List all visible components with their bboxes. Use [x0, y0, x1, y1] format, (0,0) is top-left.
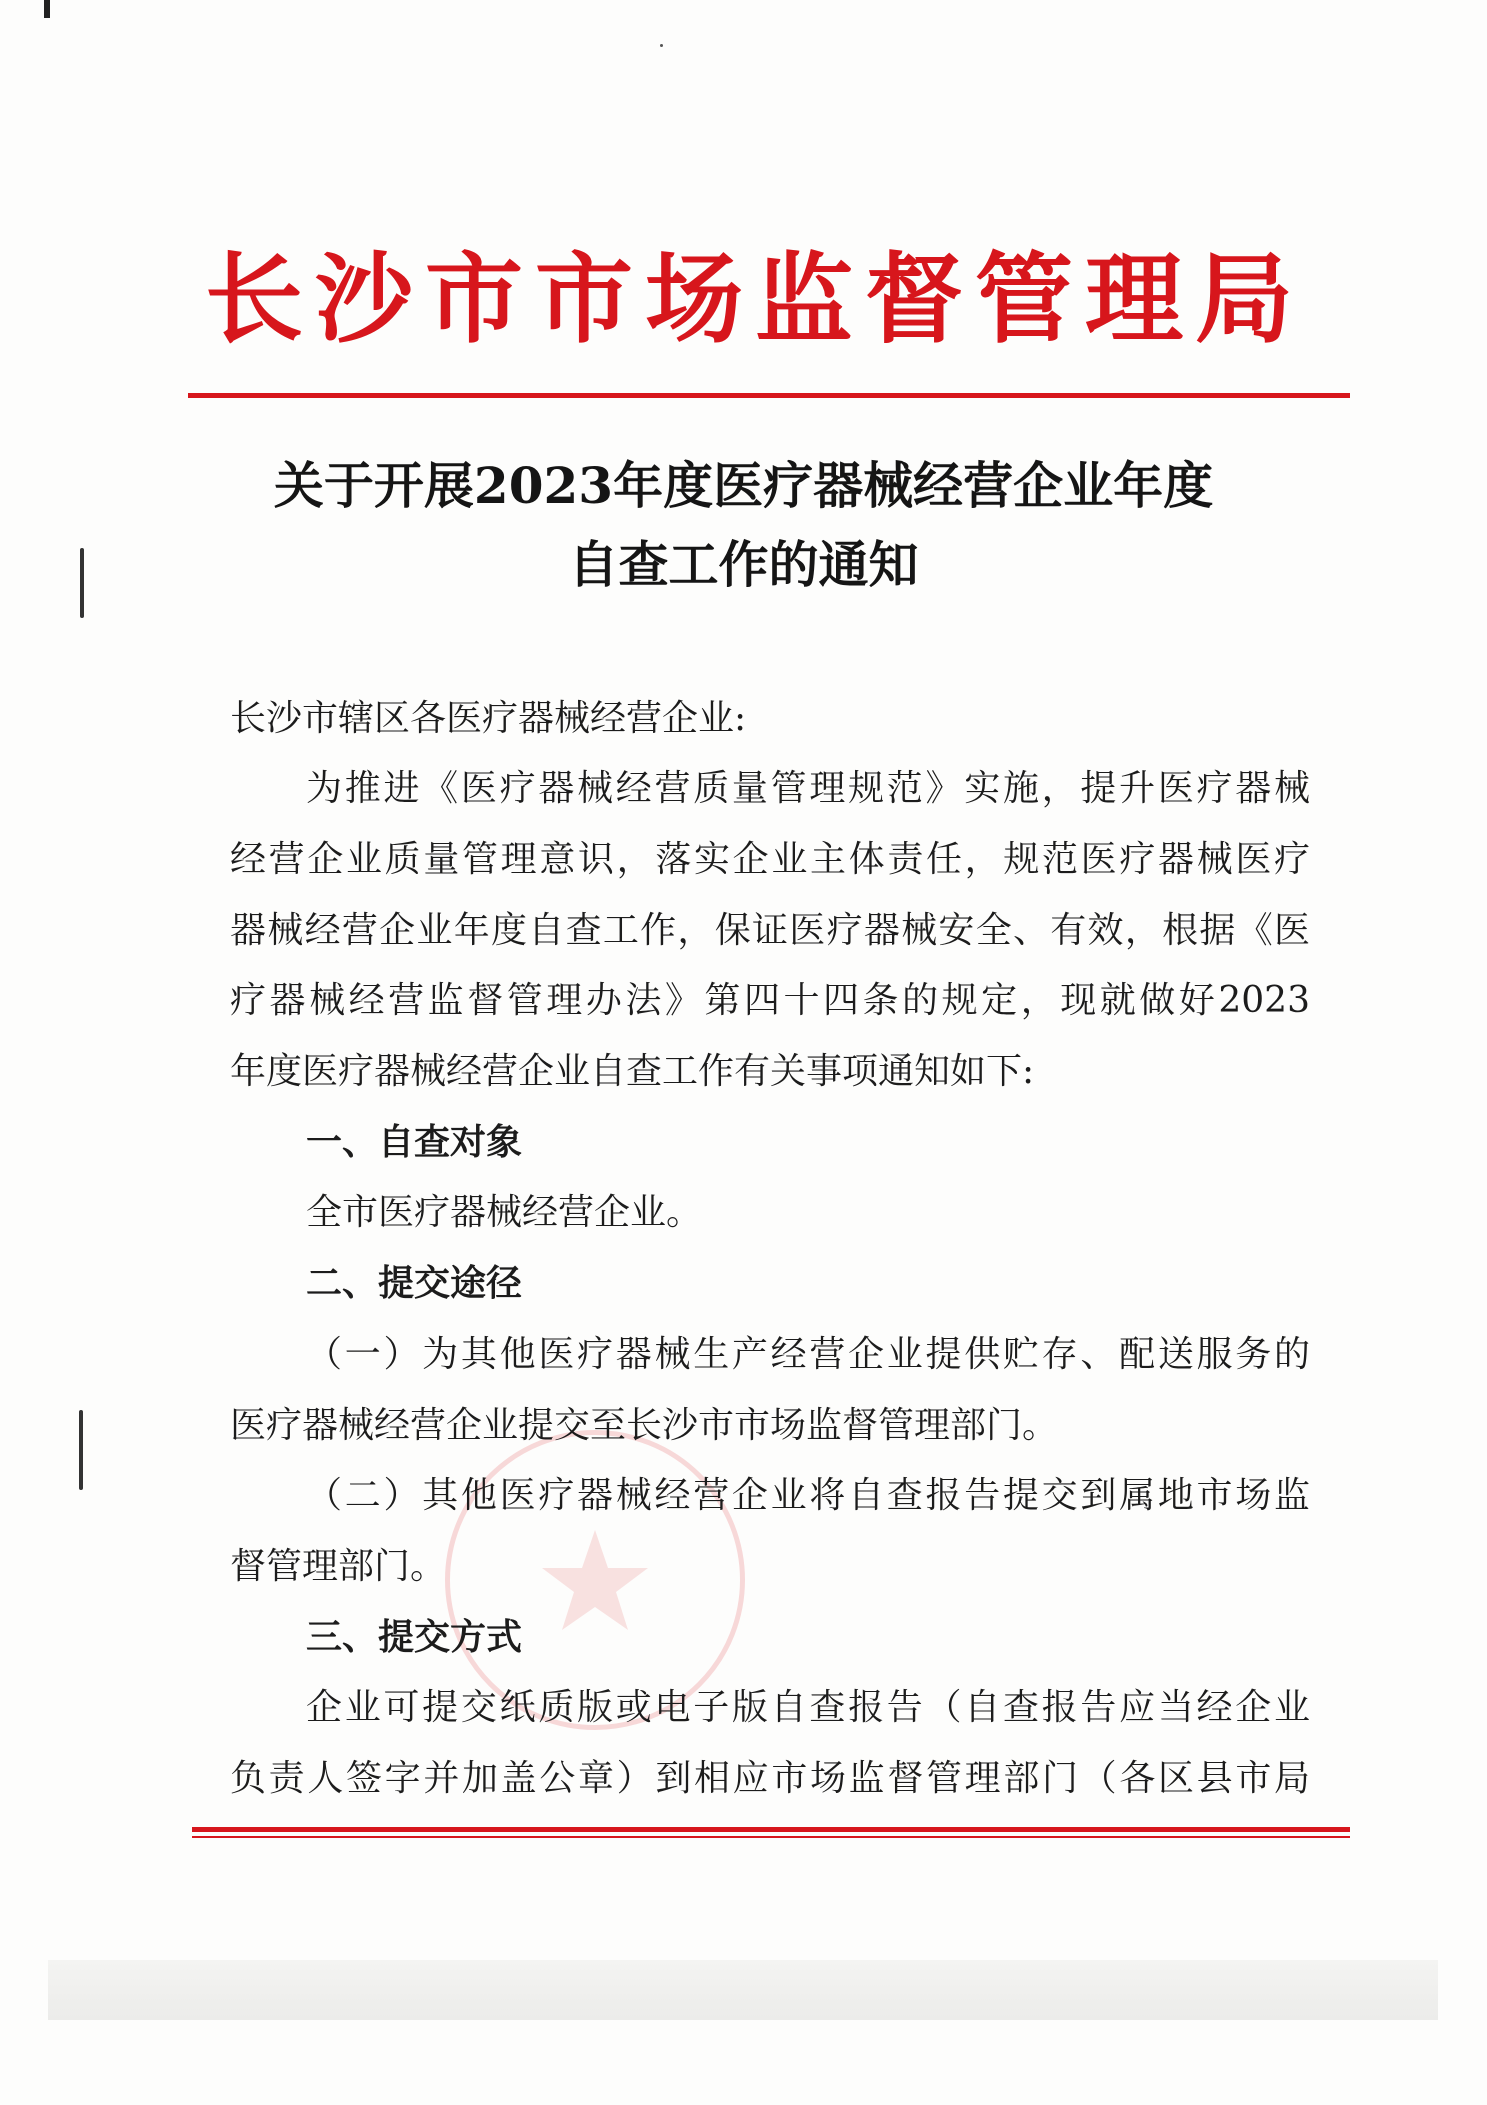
scan-corner-mark: [44, 0, 50, 18]
section-2-item-1-line-1: （一）为其他医疗器械生产经营企业提供贮存、配送服务的: [306, 1334, 1310, 1375]
scan-shadow: [48, 1960, 1438, 2020]
section-1-heading: 一、自查对象: [306, 1122, 523, 1163]
section-2-item-2-line-1: （二）其他医疗器械经营企业将自查报告提交到属地市场监: [306, 1475, 1310, 1516]
section-3-line-2: 负责人签字并加盖公章）到相应市场监督管理部门（各区县市局: [230, 1758, 1310, 1799]
intro-line-4: 疗器械经营监督管理办法》第四十四条的规定，现就做好2023: [230, 980, 1310, 1021]
section-2-item-1-line-2: 医疗器械经营企业提交至长沙市市场监督管理部门。: [230, 1405, 1059, 1446]
issuing-authority-header: 长沙市市场监督管理局: [204, 242, 1305, 357]
intro-line-2: 经营企业质量管理意识，落实企业主体责任，规范医疗器械医疗: [230, 839, 1310, 880]
scan-dust-dot: [660, 44, 663, 47]
intro-line-1: 为推进《医疗器械经营质量管理规范》实施，提升医疗器械: [306, 768, 1310, 809]
salutation: 长沙市辖区各医疗器械经营企业:: [230, 698, 747, 739]
section-3-line-1: 企业可提交纸质版或电子版自查报告（自查报告应当经企业: [306, 1687, 1310, 1728]
binding-hole-mark: [80, 548, 84, 618]
document-title-line-2: 自查工作的通知: [568, 535, 919, 594]
section-3-heading: 三、提交方式: [306, 1617, 523, 1658]
footer-red-rule-thin: [192, 1836, 1350, 1838]
intro-line-5: 年度医疗器械经营企业自查工作有关事项通知如下:: [230, 1051, 1035, 1092]
binding-hole-mark: [79, 1410, 83, 1490]
intro-line-3: 器械经营企业年度自查工作，保证医疗器械安全、有效，根据《医: [230, 910, 1310, 951]
section-2-heading: 二、提交途径: [306, 1263, 523, 1304]
footer-red-rule: [192, 1827, 1350, 1832]
section-1-text: 全市医疗器械经营企业。: [306, 1192, 703, 1233]
section-2-item-2-line-2: 督管理部门。: [230, 1546, 447, 1587]
document-title-line-1: 关于开展2023年度医疗器械经营企业年度: [273, 456, 1214, 515]
header-red-rule: [188, 393, 1350, 398]
